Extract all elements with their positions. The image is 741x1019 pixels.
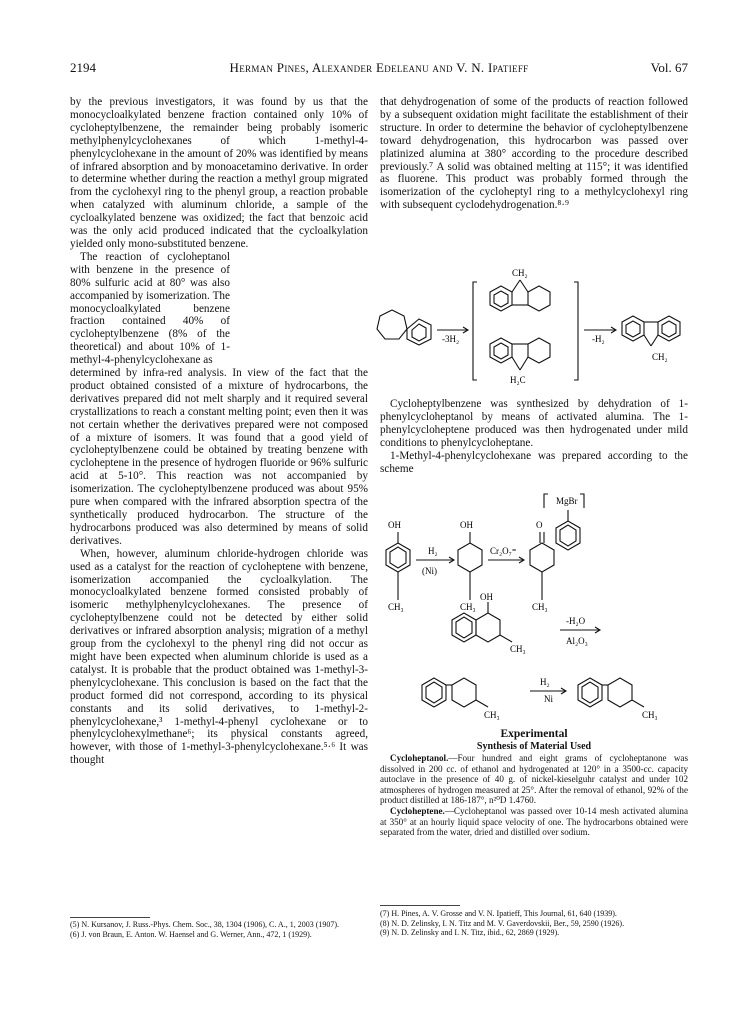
ch2-right-label: CH₂	[652, 352, 668, 362]
cycloheptene-paragraph	[380, 806, 688, 838]
ch3b-label: CH₃	[460, 602, 476, 612]
h2b-label: H₂	[540, 677, 550, 687]
left-paragraph-1: by the previous investigators, it was found by us that the monocycloalkylated benzene fraction contained only 10% of cycloheptylbenzene, the remainder being probably isomeric methylphenylcyclohexanes of which 1-methyl-4-phenylcyclohexane in the amount of 20% was identified by means of infrared absorption and by monoacetamino derivative. In order to determine whether during the reaction a methyl group migrated from the cyclohexyl ring to the phenyl group, a reaction probable when catalyzed with aluminum chloride, a sample of the cycloalkylated benzene was oxidized; the fact that benzoic acid was the only acid produced indicated that the cycloalkylation yielded only mono-substituted benzene.	[70, 96, 368, 250]
right-footnote-rule	[380, 905, 460, 906]
left-paragraph-2-narrow: The reaction of cycloheptanol with benzene in the presence of 80% sulfuric acid at 80° was also accompanied by isomerization. The monocycloalkylated benzene fraction contained 40% of cycloheptylbenzene (8% of the theoretical) and about 10% of 1-methyl-4-phenylcyclohexane as	[70, 250, 230, 367]
left-column	[70, 96, 368, 767]
footnote-8: (8) N. D. Zelinsky, I. N. Titz and M. V. Gaverdovskii, Ber., 59, 2590 (1926).	[380, 918, 625, 928]
dehydrogenation-scheme	[352, 262, 697, 397]
right-paragraph-3: 1-Methyl-4-phenylcyclohexane was prepared according to the scheme	[380, 449, 688, 475]
ch3a-label: CH₃	[388, 602, 404, 612]
cycloheptene-heading: Cycloheptene.	[390, 805, 445, 816]
cycloheptanol-paragraph	[380, 753, 688, 806]
left-paragraph-3: When, however, aluminum chloride-hydrogen chloride was used as a catalyst for the reaction of cycloheptene with benzene, isomerization accompanied the cycloalkylation. The monocycloalkylated benzene formed consisted probably of isomeric methylphenylcyclohexanes. The presence of cycloheptylbenzene could not be detected by either solid derivatives or infrared absorption analysis; migration of a methyl group from the cyclohexyl to the phenyl ring did not occur as might have been expected when aluminum chloride is used as a catalyst. It is probable that the product obtained was 1-methyl-3-phenylcyclohexane. This conclusion is based on the fact that the product formed did not correspond, according to its physical constants and its solid derivatives, to 1-methyl-2-phenylcyclohexane,³ 1-methyl-4-phenyl cyclohexane or to phenylcyclohexylmethane⁶; its physical constants agreed, however, with those of 1-methyl-3-phenylcyclohexane.⁵·⁶ It was thought	[70, 547, 368, 767]
footnote-7: (7) H. Pines, A. V. Grosse and V. N. Ipatieff, This Journal, 61, 640 (1939).	[380, 909, 617, 918]
h2-label: H₂	[428, 546, 438, 556]
footnote-5: (5) N. Kursanov, J. Russ.-Phys. Chem. Soc., 38, 1304 (1906), C. A., 1, 2003 (1907).	[70, 920, 340, 929]
h2c-label: H₂C	[510, 375, 526, 385]
right-paragraph-2: Cycloheptylbenzene was synthesized by dehydration of 1-phenylcycloheptanol by means of activated alumina. The 1-phenylcycloheptene produced was then hydrogenated under mild conditions to phenylcycloheptane.	[380, 398, 688, 449]
left-footnotes	[70, 920, 368, 939]
ch3f-label: CH₃	[642, 710, 658, 720]
arrow2-label: -H₂	[592, 334, 605, 344]
right-paragraph-1: that dehydrogenation of some of the products of reaction followed by a subsequent oxidation might facilitate the establishment of their structure. In order to determine the behavior of cycloheptylbenzene toward dehydrogenation, this hydrocarbon was passed over platinized alumina at 380° according to the procedure described previously.⁷ A solid was obtained melting at 115°; it was identified as fluorene. This product was probably formed through the isomerization of the cycloheptyl ring to a methylcyclohexyl ring with subsequent cyclodehydrogenation.⁸·⁹	[380, 96, 688, 212]
synthesis-scheme	[380, 490, 695, 726]
ch3e-label: CH₃	[484, 710, 500, 720]
right-column-mid	[380, 398, 688, 475]
nib-label: Ni	[544, 694, 553, 704]
page-header	[70, 60, 688, 78]
oh1-label: OH	[388, 520, 401, 530]
mgbr-label: MgBr	[556, 496, 578, 506]
footnote-6: (6) J. von Braun, E. Anton. W. Haensel and G. Werner, Ann., 472, 1 (1929).	[70, 929, 312, 939]
oh2-label: OH	[460, 520, 473, 530]
o-label: O	[536, 520, 543, 530]
dehydration-label: -H₂O	[566, 616, 586, 626]
cycloheptanol-heading: Cycloheptanol.	[390, 753, 449, 763]
experimental-subtitle: Synthesis of Material Used	[476, 741, 592, 752]
oh3-label: OH	[480, 592, 493, 602]
left-paragraph-2-rest: determined by infra-red analysis. In view of the fact that the product obtained consisted of a mixture of hydrocarbons, the derivatives prepared did not melt sharply and it required several crystallizations to reach a constant melting point; even then it was not certain whether the derivatives prepared were not composed of a mixture of isomers. It was found that a good yield of cycloheptylbenzene could be obtained by treating benzene with cycloheptene in the presence of hydrogen fluoride or 96% sulfuric acid at 5-10°. This reaction was not accompanied by isomerization. The cycloheptylbenzene produced was about 95% pure when compared with the infrared absorption spectra of the synthetically produced hydrocarbon. The structure of the hydrocarbons produced was also determined by means of solid derivatives.	[70, 367, 368, 547]
right-footnotes	[380, 909, 688, 938]
ch2-top-label: CH₂	[512, 268, 528, 278]
page-number: 2194	[70, 60, 96, 75]
running-authors: Herman Pines, Alexander Edeleanu and V. N. Ipatieff	[229, 60, 529, 75]
ch3c-label: CH₃	[532, 602, 548, 612]
cycloheptene-text: —Cycloheptanol was passed over 10-14 mesh activated alumina at 350° at an hourly liquid space velocity of one. The hydrocarbons obtained were separated from the water, dried and distilled over sodium.	[380, 805, 688, 838]
ch3d-label: CH₃	[510, 644, 526, 654]
left-footnote-rule	[70, 917, 150, 918]
right-column-top	[380, 96, 688, 212]
ni-label: (Ni)	[422, 566, 437, 576]
volume-label: Vol. 67	[650, 60, 688, 75]
experimental-section	[380, 728, 688, 838]
cycloheptanol-text: —Four hundred and eight grams of cycloheptanone was dissolved in 200 cc. of ethanol and hydrogenated at 120° in a 3500-cc. capacity autoclave in the presence of 40 g. of nickel-kieselguhr catalyst and under 102 atmospheres of hydrogen measured at 25°. After the removal of ethanol, 92% of the product distilled at 186-187°, n²⁰D 1.4760.	[380, 753, 688, 806]
cr-label: Cr₂O₇⁼	[490, 546, 517, 556]
experimental-title: Experimental	[500, 728, 568, 740]
footnote-9: (9) N. D. Zelinsky and I. N. Titz, ibid., 62, 2869 (1929).	[380, 928, 560, 938]
al2o3-label: Al₂O₃	[566, 636, 588, 646]
arrow1-label: -3H₂	[442, 334, 460, 344]
